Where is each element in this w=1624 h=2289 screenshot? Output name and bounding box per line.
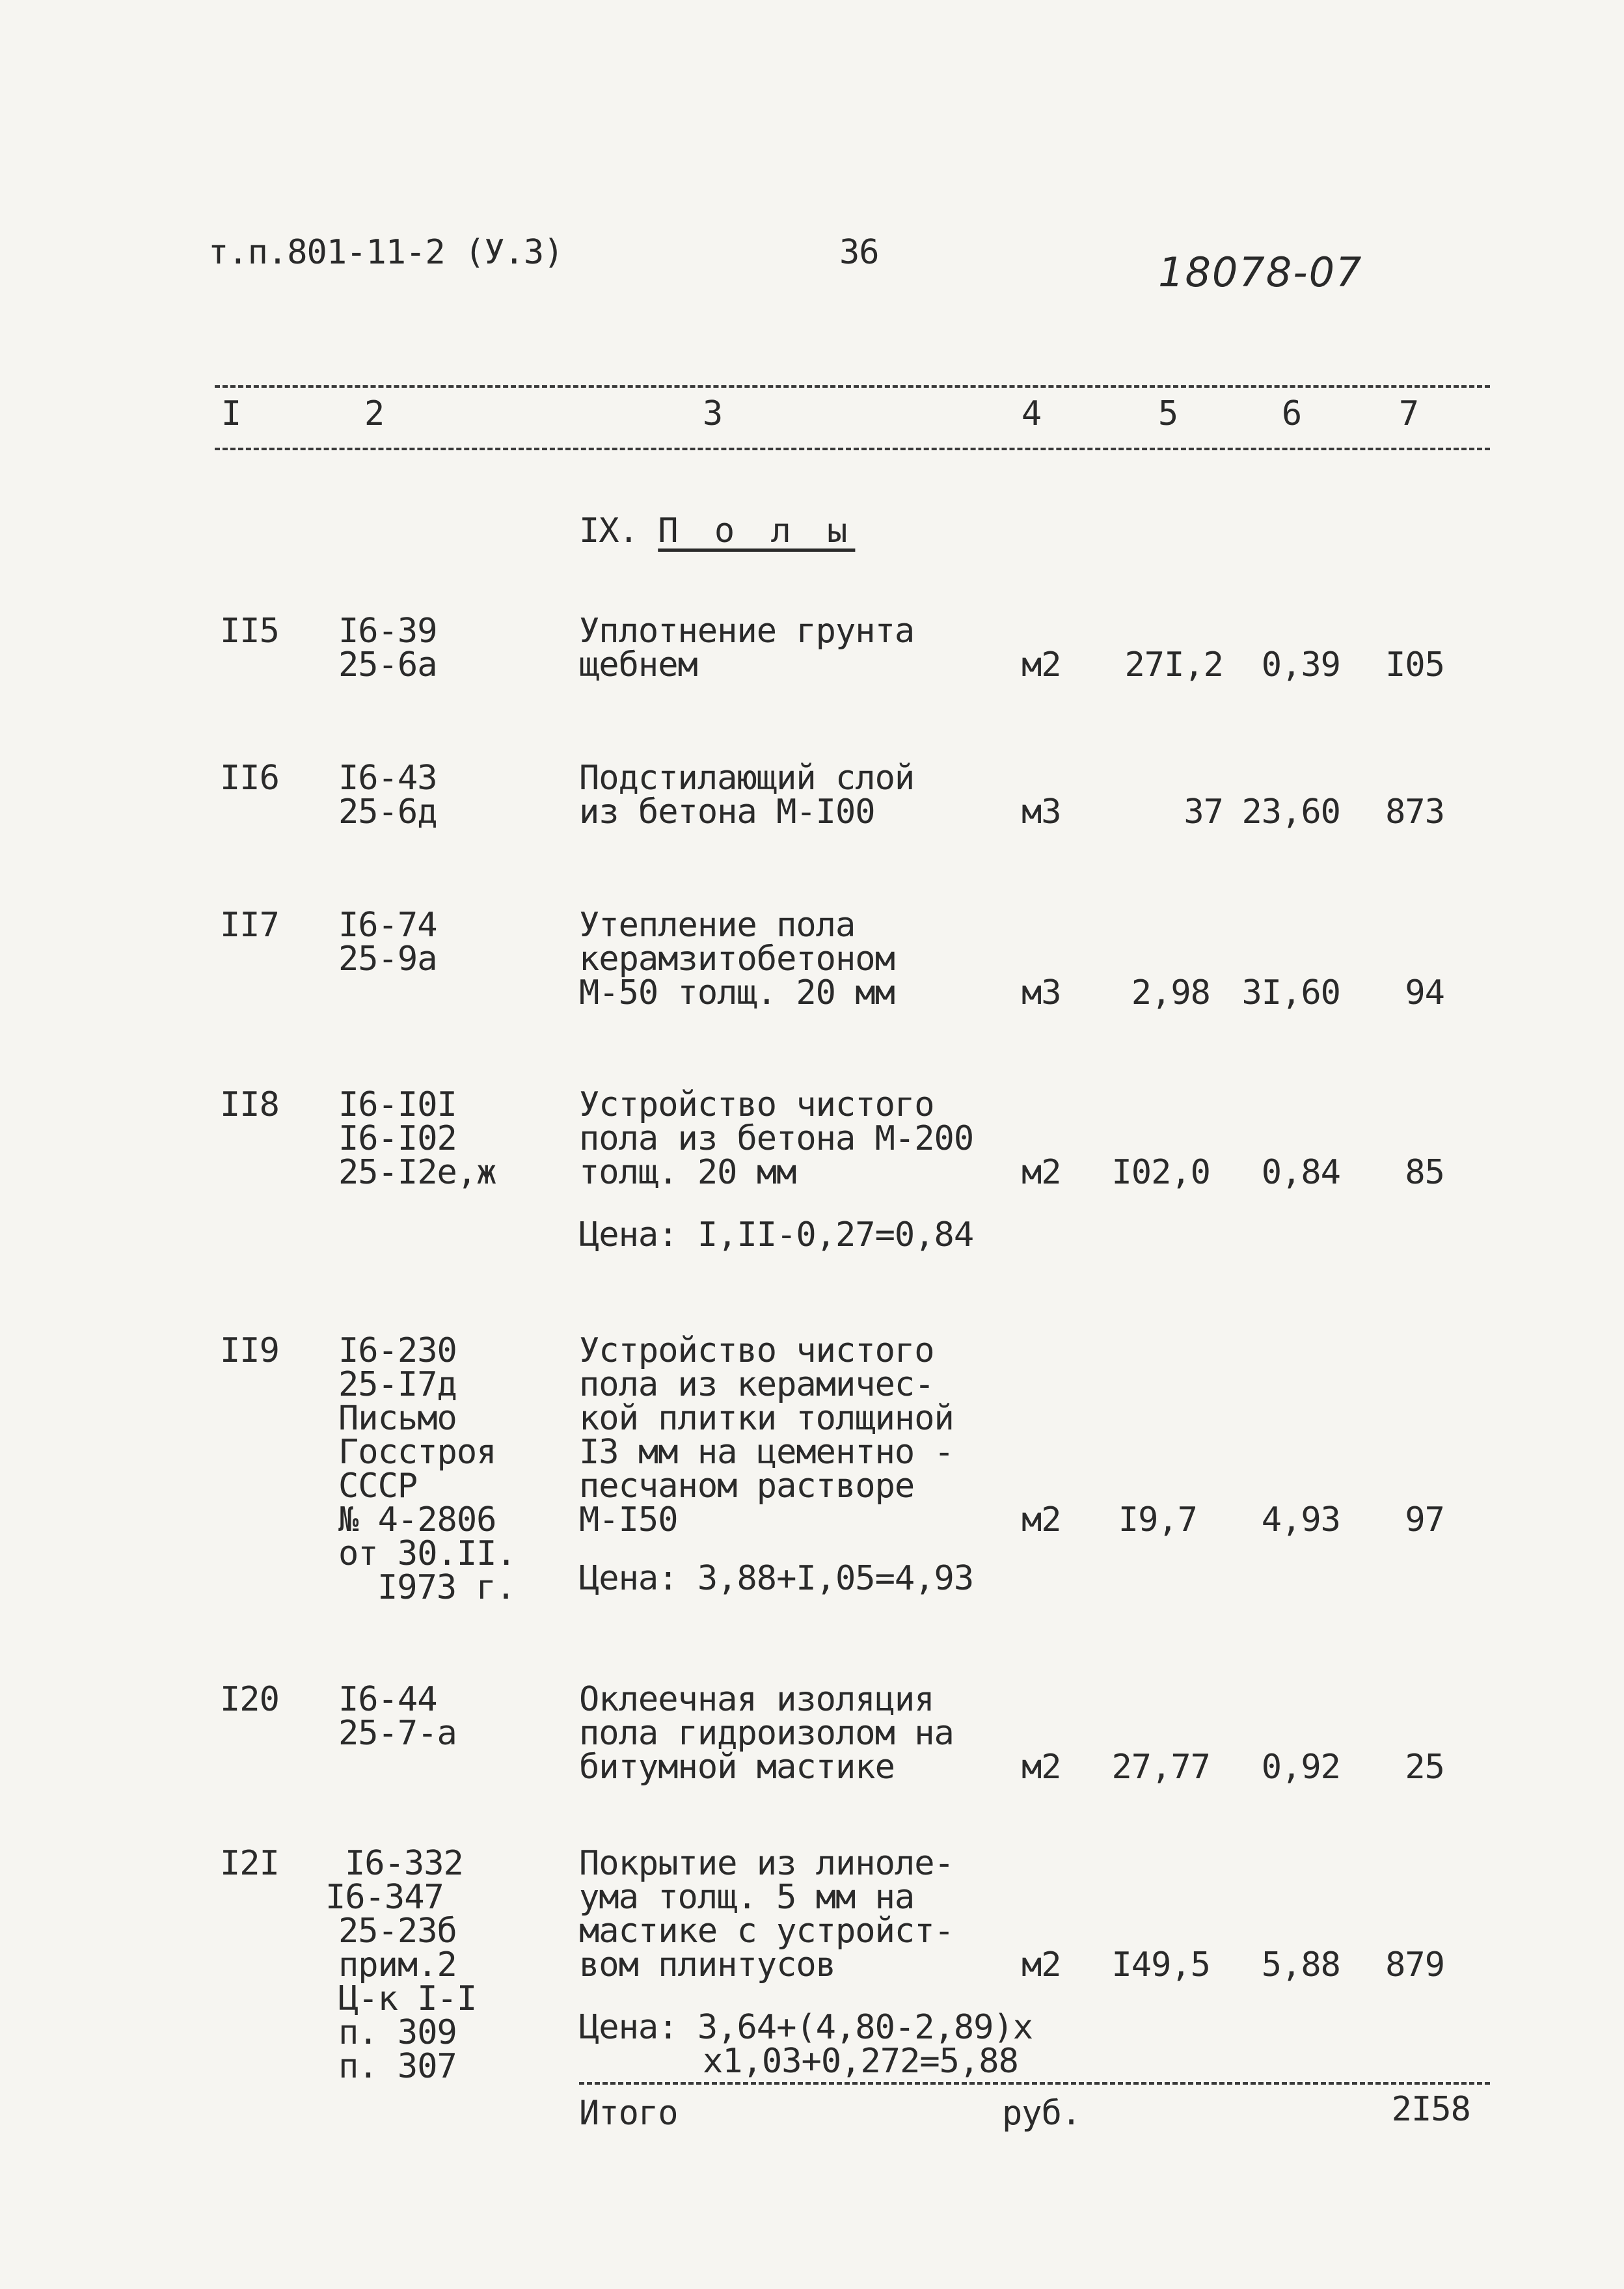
row-quantity: I9,7 xyxy=(1118,1500,1197,1539)
price-note: Цена: 3,64+(4,80-2,89)х х1,03+0,272=5,88 xyxy=(579,2008,1033,2081)
section-prefix: IX. xyxy=(579,511,638,550)
row-unit-price: 4,93 xyxy=(1261,1500,1340,1539)
doc-number: 18078-07 xyxy=(1158,249,1363,296)
row-codes: I6-43 25-6д xyxy=(338,759,437,832)
header-rule-bottom xyxy=(215,448,1490,450)
row-number: II6 xyxy=(220,759,279,798)
row-unit: м3 xyxy=(1022,792,1061,832)
col-header-5: 5 xyxy=(1157,394,1178,433)
row-unit: м2 xyxy=(1022,1500,1061,1539)
total-label: Итого xyxy=(579,2094,678,2133)
row-number: II9 xyxy=(220,1331,279,1370)
row-codes: I6-74 25-9а xyxy=(338,906,437,979)
row-sum: 85 xyxy=(1405,1153,1444,1192)
row-codes: I6-230 25-I7д Письмо Госстроя СССР № 4-2806 от 30.II. I973 г. xyxy=(338,1331,516,1607)
row-number: II7 xyxy=(220,906,279,945)
total-rule xyxy=(579,2082,1490,2085)
row-codes: I6-I0I I6-I02 25-I2е,ж xyxy=(338,1085,496,1192)
col-header-4: 4 xyxy=(1021,394,1042,433)
doc-code: т.п.801-11-2 (У.3) xyxy=(208,233,563,272)
row-codes: I6-44 25-7-а xyxy=(338,1680,457,1753)
price-note: Цена: 3,88+I,05=4,93 xyxy=(579,1559,974,1598)
col-header-6: 6 xyxy=(1281,394,1302,433)
col-header-2: 2 xyxy=(364,394,385,433)
col-header-7: 7 xyxy=(1398,394,1419,433)
row-quantity: I02,0 xyxy=(1111,1153,1210,1192)
row-codes: I6-332 I6-347 25-23б прим.2 Ц-к I-I п. 309 п. 307 xyxy=(325,1844,477,2086)
row-description: Устройство чистого пола из бетона М-200 толщ. 20 мм xyxy=(579,1085,974,1192)
row-sum: 879 xyxy=(1385,1945,1444,1984)
row-quantity: 37 xyxy=(1184,792,1223,832)
row-description: Подстилающий слой из бетона М-I00 xyxy=(579,759,915,832)
col-header-1: I xyxy=(221,394,241,433)
row-number: I2I xyxy=(220,1844,279,1883)
row-unit: м2 xyxy=(1022,645,1061,684)
total-value: 2I58 xyxy=(1391,2090,1470,2129)
row-quantity: 2,98 xyxy=(1131,973,1210,1012)
row-number: II8 xyxy=(220,1085,279,1124)
row-description: Утепление пола керамзитобетоном М-50 толщ. 20 мм xyxy=(579,906,895,1012)
row-description: Уплотнение грунта щебнем xyxy=(579,612,915,684)
row-unit-price: 3I,60 xyxy=(1241,973,1340,1012)
row-unit-price: 23,60 xyxy=(1241,792,1340,832)
row-sum: 25 xyxy=(1405,1748,1444,1787)
row-quantity: 27,77 xyxy=(1111,1748,1210,1787)
row-quantity: 27I,2 xyxy=(1124,645,1223,684)
row-number: I20 xyxy=(220,1680,279,1719)
row-sum: 94 xyxy=(1405,973,1444,1012)
row-unit: м2 xyxy=(1022,1945,1061,1984)
row-unit: м2 xyxy=(1022,1153,1061,1192)
header-rule-top xyxy=(215,385,1490,388)
row-quantity: I49,5 xyxy=(1111,1945,1210,1984)
price-note: Цена: I,II-0,27=0,84 xyxy=(579,1215,974,1254)
col-header-3: 3 xyxy=(702,394,723,433)
section-title xyxy=(579,511,856,550)
row-unit-price: 0,84 xyxy=(1261,1153,1340,1192)
row-sum: 97 xyxy=(1405,1500,1444,1539)
row-unit-price: 0,39 xyxy=(1261,645,1340,684)
row-description: Покрытие из линоле- ума толщ. 5 мм на мастике с устройст- вом плинтусов xyxy=(579,1844,954,1984)
row-codes: I6-39 25-6а xyxy=(338,612,437,684)
row-description: Оклеечная изоляция пола гидроизолом на битумной мастике xyxy=(579,1680,954,1787)
row-unit: м3 xyxy=(1022,973,1061,1012)
row-unit-price: 0,92 xyxy=(1261,1748,1340,1787)
row-unit-price: 5,88 xyxy=(1261,1945,1340,1984)
row-sum: 873 xyxy=(1385,792,1444,832)
row-unit: м2 xyxy=(1022,1748,1061,1787)
page-number: 36 xyxy=(839,233,879,272)
row-number: II5 xyxy=(220,612,279,651)
section-name: П о л ы xyxy=(658,511,856,550)
row-sum: I05 xyxy=(1385,645,1444,684)
total-unit: руб. xyxy=(1002,2094,1081,2133)
row-description: Устройство чистого пола из керамичес- кой плитки толщиной I3 мм на цементно - песчаном растворе М-I50 xyxy=(579,1331,954,1539)
